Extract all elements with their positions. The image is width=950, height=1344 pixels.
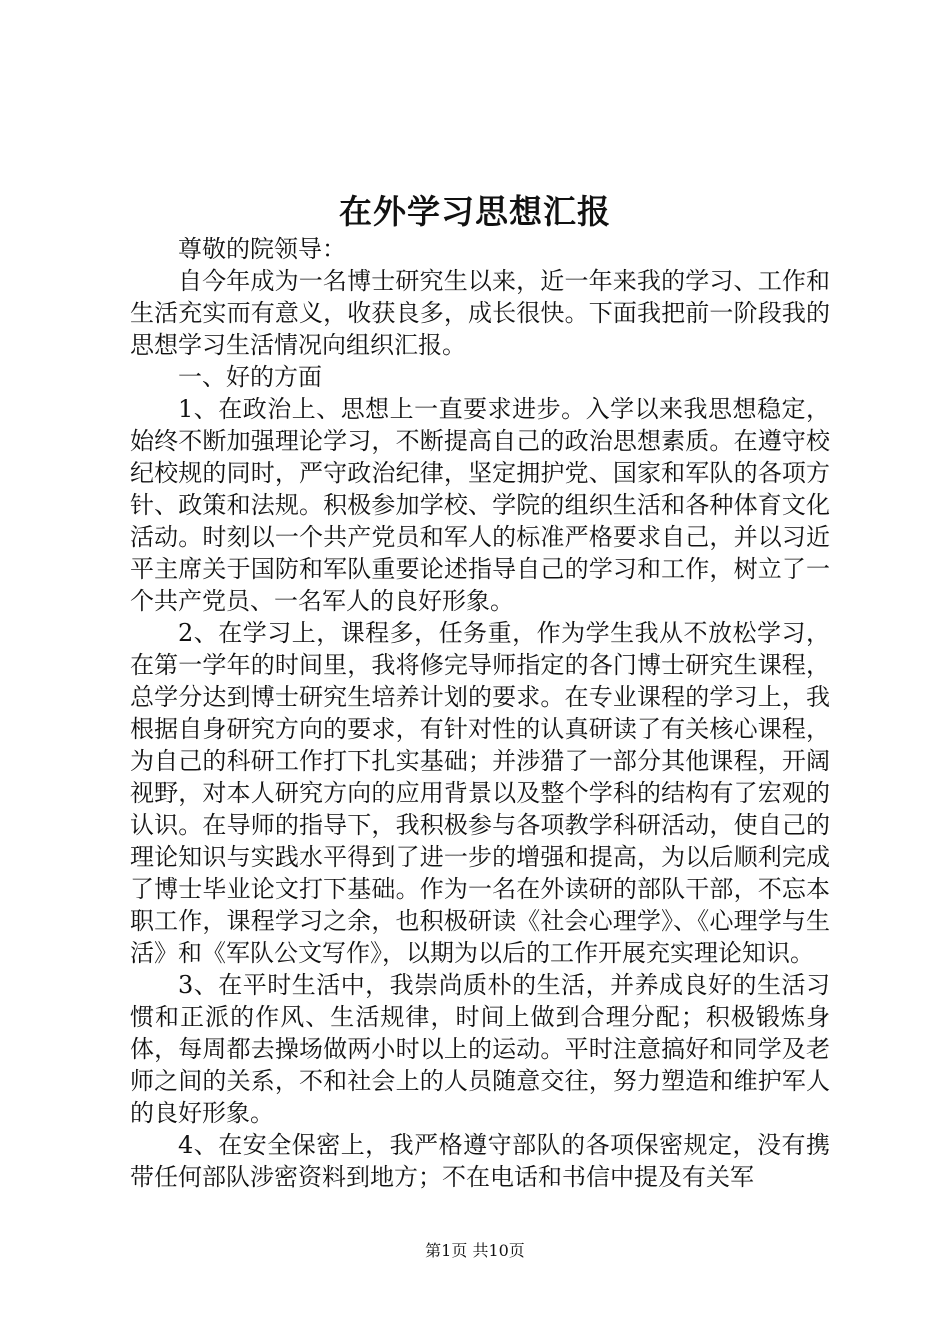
document-body bbox=[130, 233, 830, 1193]
salutation: 尊敬的院领导： bbox=[178, 235, 346, 263]
paragraph-politics: 1、在政治上、思想上一直要求进步。入学以来我思想稳定，始终不断加强理论学习，不断提高自己的政治思想素质。在遵守校纪校规的同时，严守政治纪律，坚定拥护党、国家和军队的各项方针、政策和法规。积极参加学校、学院的组织生活和各种体育文化活动。时刻以一个共产党员和军人的标准严格要求自己，并以习近平主席关于国防和军队重要论述指导自己的学习和工作，树立了一个共产党员、一名军人的良好形象。 bbox=[130, 395, 830, 615]
page-number-footer: 第1页 共10页 bbox=[425, 1241, 525, 1260]
paragraph-study: 2、在学习上，课程多，任务重，作为学生我从不放松学习，在第一学年的时间里，我将修完导师指定的各门博士研究生课程，总学分达到博士研究生培养计划的要求。在专业课程的学习上，我根据自身研究方向的要求，有针对性的认真研读了有关核心课程，为自己的科研工作打下扎实基础；并涉猎了一部分其他课程，开阔视野，对本人研究方向的应用背景以及整个学科的结构有了宏观的认识。在导师的指导下，我积极参与各项教学科研活动，使自己的理论知识与实践水平得到了进一步的增强和提高，为以后顺利完成了博士毕业论文打下基础。作为一名在外读研的部队干部，不忘本职工作，课程学习之余，也积极研读《社会心理学》、《心理学与生活》和《军队公文写作》，以期为以后的工作开展充实理论知识。 bbox=[130, 619, 830, 967]
paragraph-security: 4、在安全保密上，我严格遵守部队的各项保密规定，没有携带任何部队涉密资料到地方；不在电话和书信中提及有关军 bbox=[130, 1131, 830, 1191]
paragraph-life: 3、在平时生活中，我崇尚质朴的生活，并养成良好的生活习惯和正派的作风、生活规律，时间上做到合理分配；积极锻炼身体，每周都去操场做两小时以上的运动。平时注意搞好和同学及老师之间的关系，不和社会上的人员随意交往，努力塑造和维护军人的良好形象。 bbox=[130, 971, 830, 1127]
document-title: 在外学习思想汇报 bbox=[339, 192, 611, 231]
paragraph-intro: 自今年成为一名博士研究生以来，近一年来我的学习、工作和生活充实而有意义，收获良多，成长很快。下面我把前一阶段我的思想学习生活情况向组织汇报。 bbox=[130, 267, 830, 359]
section-heading: 一、好的方面 bbox=[178, 363, 322, 391]
